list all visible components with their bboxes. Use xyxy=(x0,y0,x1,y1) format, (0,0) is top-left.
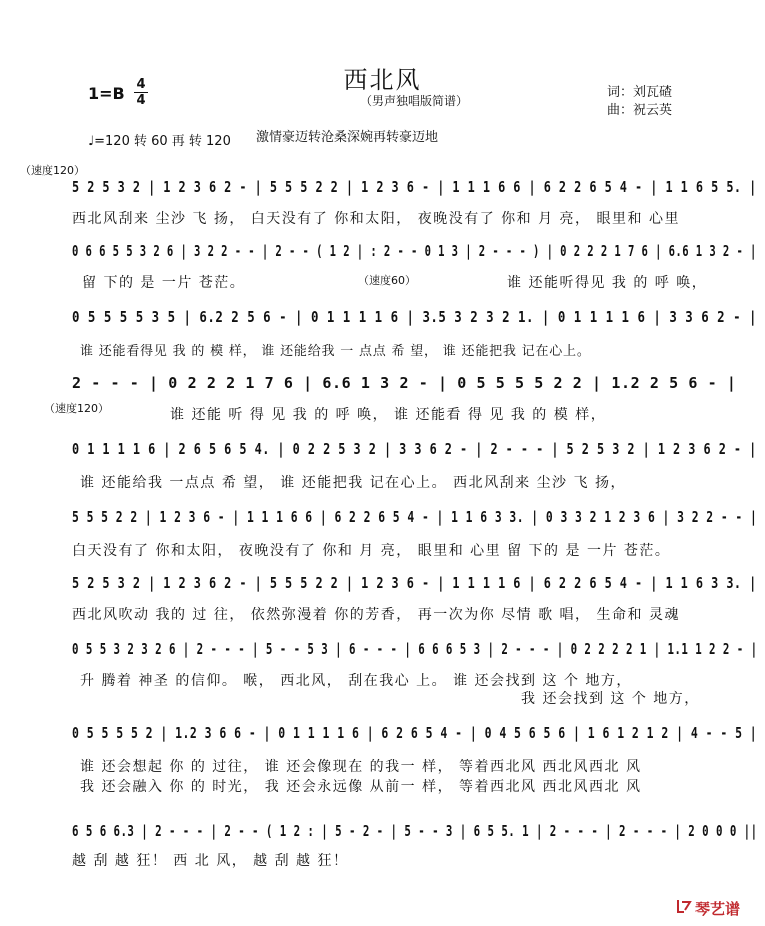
score-row-10: 6 5 6 6.3 | 2 - - - | 2 - - ( 1 2 : | 5 - 2 - | 5 - - 3 | 6 5 5. 1 | 2 - - - | 2 - - - | 2 0 0 0 || xyxy=(72,822,758,840)
subtitle: （男声独唱版简谱） xyxy=(360,94,469,108)
time-signature xyxy=(134,78,148,107)
lyric-row-5: 谁 还能给我 一点点 希 望， 谁 还能把我 记在心上。 西北风刮来 尘沙 飞 扬， xyxy=(80,475,626,491)
score-row-2: 0 6 6 5 5 3 2 6 | 3 2 2 - - | 2 - - ( 1 2 | : 2 - - 0 1 3 | 2 - - - ) | 0 2 2 2 1 7 6 | 6.6 1 3 2 - | xyxy=(72,242,757,260)
speed-mark-3: （速度120） xyxy=(44,402,109,415)
lyric-row-9a: 谁 还会想起 你 的 过往， 谁 还会像现在 的我一 样， 等着西北风 西北风西北 风 xyxy=(80,759,642,775)
composer: 曲：祝云英 xyxy=(607,103,673,118)
score-row-7: 5 2 5 3 2 | 1 2 3 6 2 - | 5 5 5 2 2 | 1 2 3 6 - | 1 1 1 1 6 | 6 2 2 6 5 4 - | 1 1 6 3 3. | xyxy=(72,574,757,592)
lyric-row-3: 谁 还能看得见 我 的 模 样， 谁 还能给我 一 点点 希 望， 谁 还能把我 记在心上。 xyxy=(80,344,591,359)
lyric-row-6: 白天没有了 你和太阳， 夜晚没有了 你和 月 亮， 眼里和 心里 留 下的 是 一片 苍茫。 xyxy=(72,543,671,559)
lyric-row-2a: 留 下的 是 一片 苍茫。 xyxy=(82,275,246,291)
score-row-8: 0 5 5 3 2 3 2 6 | 2 - - - | 5 - - 5 3 | 6 - - - | 6 6 6 5 3 | 2 - - - | 0 2 2 2 2 1 | 1.1 1 2 2 - | xyxy=(72,640,758,658)
speed-mark-1: （速度120） xyxy=(20,164,85,177)
page-title: 西北风 xyxy=(343,66,422,94)
mood-mark: 激情豪迈转沧桑深婉再转豪迈地 xyxy=(256,130,439,145)
lyric-row-2b: 谁 还能听得见 我 的 呼 唤， xyxy=(507,275,708,291)
watermark-text: 琴艺谱 xyxy=(695,900,741,918)
score-row-1: 5 2 5 3 2 | 1 2 3 6 2 - | 5 5 5 2 2 | 1 2 3 6 - | 1 1 1 6 6 | 6 2 2 6 5 4 - | 1 1 6 5 5. | xyxy=(72,178,757,196)
lyricist: 词：刘瓦碴 xyxy=(607,85,673,100)
lyric-row-4: 谁 还能 听 得 见 我 的 呼 唤， 谁 还能看 得 见 我 的 模 样， xyxy=(170,407,607,423)
watermark-logo xyxy=(676,898,740,919)
speed-mark-2: （速度60） xyxy=(358,274,416,287)
credits xyxy=(607,84,672,120)
lyric-row-10: 越 刮 越 狂！ 西 北 风， 越 刮 越 狂！ xyxy=(72,853,349,869)
time-bottom: 4 xyxy=(136,93,146,108)
lyric-row-7: 西北风吹动 我的 过 往， 依然弥漫着 你的芳香， 再一次为你 尽情 歌 唱， 生命和 灵魂 xyxy=(72,607,680,623)
lyric-row-8b: 我 还会找到 这 个 地方， xyxy=(521,691,700,707)
lyric-row-1: 西北风刮来 尘沙 飞 扬， 白天没有了 你和太阳， 夜晚没有了 你和 月 亮， 眼里和 心里 xyxy=(72,211,680,227)
lyric-row-8a: 升 腾着 神圣 的信仰。 喉， 西北风， 刮在我心 上。 谁 还会找到 这 个 地方， xyxy=(80,673,632,689)
score-row-3: 0 5 5 5 5 3 5 | 6.2 2 5 6 - | 0 1 1 1 1 6 | 3.5 3 2 3 2 1. | 0 1 1 1 1 6 | 3 3 6 2 - | xyxy=(72,308,757,326)
score-row-6: 5 5 5 2 2 | 1 2 3 6 - | 1 1 1 6 6 | 6 2 2 6 5 4 - | 1 1 6 3 3. | 0 3 3 2 1 2 3 6 | 3 2 2 - - | xyxy=(72,508,758,526)
score-row-4: 2 - - - | 0 2 2 2 1 7 6 | 6.6 1 3 2 - | 0 5 5 5 5 2 2 | 1.2 2 5 6 - | xyxy=(72,374,737,392)
score-row-5: 0 1 1 1 1 6 | 2 6 5 6 5 4. | 0 2 2 5 3 2 | 3 3 6 2 - | 2 - - - | 5 2 5 3 2 | 1 2 3 6 2 - | xyxy=(72,440,757,458)
time-top: 4 xyxy=(136,77,146,92)
key-signature: 1=B xyxy=(88,84,125,103)
tempo-mark: ♩=120 转 60 再 转 120 xyxy=(88,134,231,149)
logo-icon xyxy=(676,898,692,918)
lyric-row-9b: 我 还会融入 你 的 时光， 我 还会永远像 从前一 样， 等着西北风 西北风西北 风 xyxy=(80,779,642,795)
score-row-9: 0 5 5 5 5 2 | 1.2 3 6 6 - | 0 1 1 1 1 6 | 6 2 6 5 4 - | 0 4 5 6 5 6 | 1 6 1 2 1 2 | 4 - - 5 | xyxy=(72,724,758,742)
